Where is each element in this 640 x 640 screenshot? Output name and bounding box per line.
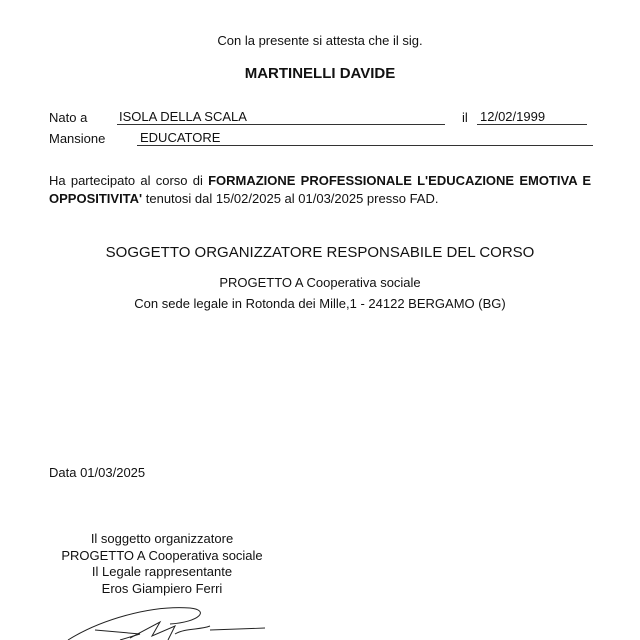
organizer-address: Con sede legale in Rotonda dei Mille,1 - 24122 BERGAMO (BG) (134, 296, 506, 311)
signature-block (40, 531, 284, 597)
course-suffix: tenutosi dal 15/02/2025 al 01/03/2025 presso FAD. (142, 191, 439, 206)
signature-line-2: PROGETTO A Cooperativa sociale (61, 547, 263, 563)
organizer-name: PROGETTO A Cooperativa sociale (219, 275, 421, 290)
course-paragraph (49, 172, 591, 208)
signature-line-4: Eros Giampiero Ferri (101, 580, 223, 596)
birth-date-value: 12/02/1999 (480, 109, 546, 124)
issue-date: Data 01/03/2025 (49, 465, 146, 480)
person-name: MARTINELLI DAVIDE (244, 65, 396, 82)
born-place-value: ISOLA DELLA SCALA (119, 109, 247, 124)
signature-line-1: Il soggetto organizzatore (90, 531, 234, 546)
course-title: FORMAZIONE PROFESSIONALE L'EDUCAZIONE EMOTIVA E OPPOSITIVITA' (49, 173, 591, 206)
birth-date-underline (477, 124, 587, 125)
role-label: Mansione (49, 131, 106, 146)
role-value: EDUCATORE (140, 130, 221, 145)
date-label: il (462, 110, 468, 125)
handwritten-signature-icon (60, 600, 270, 640)
signature-line-3: Il Legale rappresentante (91, 564, 233, 579)
organizer-section-title: SOGGETTO ORGANIZZATORE RESPONSABILE DEL CORSO (105, 244, 535, 261)
role-underline (137, 145, 593, 146)
born-label: Nato a (49, 110, 88, 125)
course-prefix: Ha partecipato al corso di (49, 173, 209, 188)
born-place-underline (117, 124, 445, 125)
intro-text: Con la presente si attesta che il sig. (217, 33, 423, 48)
